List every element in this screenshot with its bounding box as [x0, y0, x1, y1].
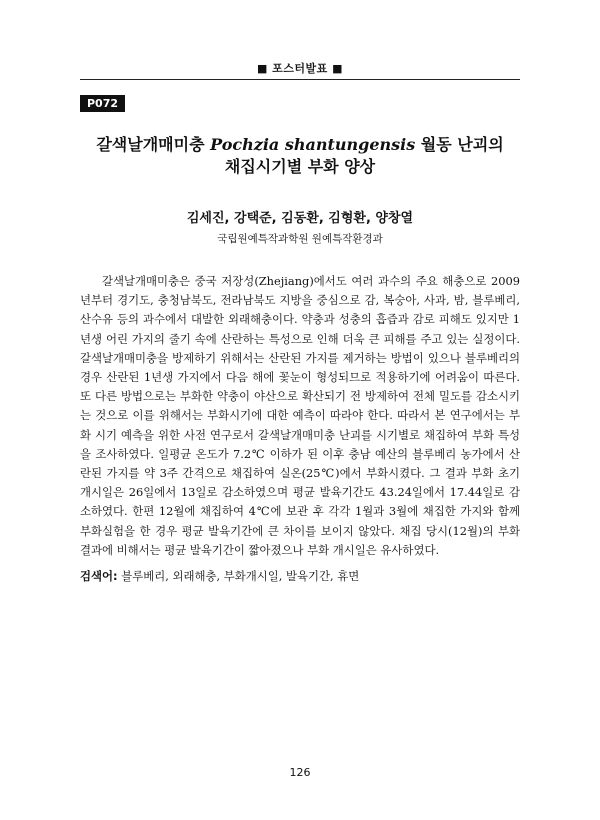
title-part-2: 월동 난괴의: [415, 135, 504, 154]
title-part-1: 갈색날개매미충: [96, 135, 211, 154]
poster-code-badge: P072: [80, 95, 125, 112]
keywords-terms: 블루베리, 외래해충, 부화개시일, 발육기간, 휴면: [121, 569, 360, 583]
keywords-label: 검색어:: [80, 569, 118, 583]
author-list: 김세진, 강택준, 김동환, 김형환, 양창열: [186, 211, 414, 226]
affiliation: 국립원예특작과학원 원예특작환경과: [217, 233, 383, 245]
title-line-1: [70, 134, 530, 156]
header-divider: [80, 79, 520, 80]
title-line-2: 채집시기별 부화 양상: [224, 157, 376, 176]
keywords: [80, 567, 520, 585]
section-header: ■ 포스터발표 ■: [256, 62, 344, 75]
title-scientific-name: Pochzia shantungensis: [210, 135, 416, 154]
paper-title: [70, 134, 530, 178]
abstract-body: 갈색날개매미충은 중국 저장성(Zhejiang)에서도 여러 과수의 주요 해충으로 2009년부터 경기도, 충청남북도, 전라남북도 지방을 중심으로 감, 복숭아, 사과, 밤, 블루베리, 산수유 등의 과수에서 대발한 외래해충이다. 약충과 성충의 흡즙과 감로 피해도 있지만 1년생 어린 가지의 줄기 속에 산란하는 특성으로 인해 더욱 큰 피해를 주고 있는 실정이다. 갈색날개매미충을 방제하기 위해서는 산란된 가지를 제거하는 방법이 있으나 블루베리의 경우 산란된 1년생 가지에서 다음 해에 꽃눈이 형성되므로 적용하기에 어려움이 따른다. 또 다른 방법으로는 부화한 약충이 야산으로 확산되기 전 방제하여 전체 밀도를 감소시키는 것으로 이를 위해서는 부화시기에 대한 예측이 따라야 한다. 따라서 본 연구에서는 부화 시기 예측을 위한 사전 연구로서 갈색날개매미충 난괴를 시기별로 채집하여 부화 특성을 조사하였다. 일평균 온도가 7.2℃ 이하가 된 이후 충남 예산의 블루베리 농가에서 산란된 가지를 약 3주 간격으로 채집하여 실온(25℃)에서 부화시켰다. 그 결과 부화 초기 개시일은 26일에서 13일로 감소하였으며 평균 발육기간도 43.24일에서 17.44일로 감소하였다. 한편 12월에 채집하여 4℃에 보관 후 각각 1월과 3월에 채집한 가지와 함께 부화실험을 한 경우 평균 발육기간에 큰 차이를 보이지 않았다. 채집 당시(12월)의 부화 결과에 비해서는 평균 발육기간이 짧아졌으나 부화 개시일은 유사하였다.: [80, 274, 520, 557]
page-number: 126: [289, 766, 311, 779]
